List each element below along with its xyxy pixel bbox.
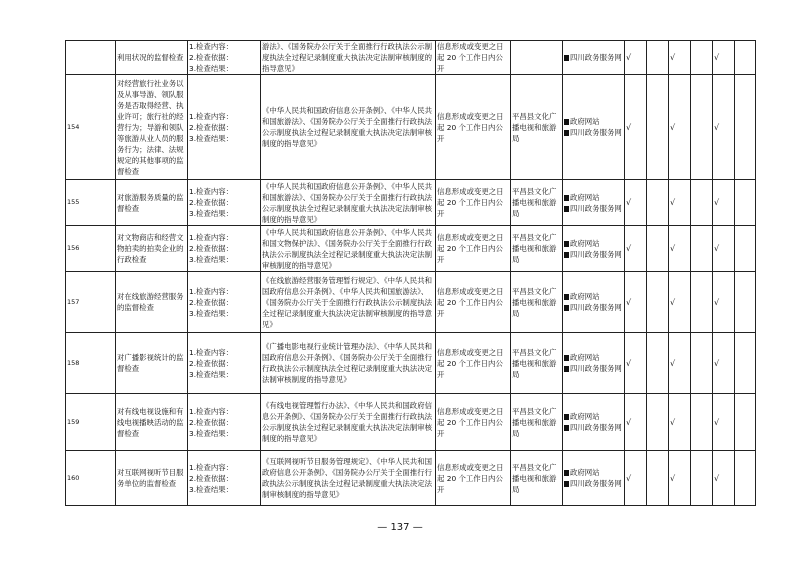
content-cell: 1.检查内容： 2.检查依据： 3.检查结果： <box>188 394 261 451</box>
channel-cell: 政府网站 四川政务服务网 <box>563 451 625 506</box>
basis-cell: 《广播电影电视行业统计管理办法》、《中华人民共和国政府信息公开条例》、《国务院办公厅关于全面推行行政执法公示制度执法全过程记录制度重大执法决定法制审核制度的指导意见》 <box>261 333 436 394</box>
row-id-cell: 155 <box>66 180 116 226</box>
check-cell <box>647 451 669 506</box>
channel-cell: 政府网站 四川政务服务网 <box>563 394 625 451</box>
disclosure-table <box>65 40 756 506</box>
check-cell: √ <box>713 272 735 333</box>
subject-cell: 平昌县文化广播电视和旅游局 <box>511 333 563 394</box>
subject-cell: 平昌县文化广播电视和旅游局 <box>511 226 563 272</box>
check-cell <box>691 333 713 394</box>
item-cell: 对广播影视统计的监督检查 <box>116 333 188 394</box>
row-id-cell: 159 <box>66 394 116 451</box>
row-id-cell: 154 <box>66 75 116 180</box>
check-cell: √ <box>713 333 735 394</box>
time-cell: 信息形成或变更之日起 20 个工作日内公开 <box>436 41 511 75</box>
row-id-cell: 158 <box>66 333 116 394</box>
channel-cell: 四川政务服务网 <box>563 41 625 75</box>
row-id-cell: 157 <box>66 272 116 333</box>
table-row <box>66 272 756 333</box>
time-cell: 信息形成或变更之日起 20 个工作日内公开 <box>436 226 511 272</box>
time-cell: 信息形成或变更之日起 20 个工作日内公开 <box>436 394 511 451</box>
basis-cell: 《在线旅游经营服务管理暂行规定》、《中华人民共和国政府信息公开条例》、《中华人民共和国旅游法》、《国务院办公厅关于全面推行行政执法公示制度执法全过程记录制度重大执法决定法制审核制度的指导意见》 <box>261 272 436 333</box>
square-bullet-icon <box>564 130 569 136</box>
row-id-cell: 156 <box>66 226 116 272</box>
table-row <box>66 451 756 506</box>
basis-cell: 《互联网视听节目服务管理规定》、《中华人民共和国政府信息公开条例》、《国务院办公厅关于全面推行行政执法公示制度执法全过程记录制度重大执法决定法制审核制度的指导意见》 <box>261 451 436 506</box>
check-cell <box>735 180 756 226</box>
content-cell: 1.检查内容： 2.检查依据： 3.检查结果： <box>188 75 261 180</box>
channel-cell: 政府网站 四川政务服务网 <box>563 272 625 333</box>
channel-cell: 政府网站 四川政务服务网 <box>563 226 625 272</box>
square-bullet-icon <box>564 366 569 372</box>
check-cell <box>691 75 713 180</box>
check-cell <box>691 226 713 272</box>
table-row <box>66 333 756 394</box>
content-cell: 1.检查内容： 2.检查依据： 3.检查结果： <box>188 226 261 272</box>
table-row <box>66 180 756 226</box>
check-cell: √ <box>669 75 691 180</box>
check-cell <box>647 41 669 75</box>
square-bullet-icon <box>564 241 569 247</box>
channel-cell: 政府网站 四川政务服务网 <box>563 333 625 394</box>
content-cell: 1.检查内容： 2.检查依据： 3.检查结果： <box>188 180 261 226</box>
check-cell <box>647 75 669 180</box>
check-cell <box>647 272 669 333</box>
square-bullet-icon <box>564 425 569 431</box>
basis-cell: 《有线电视管理暂行办法》、《中华人民共和国政府信息公开条例》、《国务院办公厅关于全面推行行政执法公示制度执法全过程记录制度重大执法决定法制审核制度的指导意见》 <box>261 394 436 451</box>
subject-cell: 平昌县文化广播电视和旅游局 <box>511 272 563 333</box>
check-cell: √ <box>625 180 647 226</box>
square-bullet-icon <box>564 355 569 361</box>
square-bullet-icon <box>564 414 569 420</box>
subject-cell: 平昌县文化广播电视和旅游局 <box>511 394 563 451</box>
square-bullet-icon <box>564 206 569 212</box>
check-cell: √ <box>669 41 691 75</box>
check-cell: √ <box>669 394 691 451</box>
check-cell: √ <box>625 226 647 272</box>
check-cell: √ <box>625 75 647 180</box>
channel-cell: 政府网站 四川政务服务网 <box>563 75 625 180</box>
table-row <box>66 75 756 180</box>
table-row <box>66 226 756 272</box>
basis-cell: 游法》、《国务院办公厅关于全面推行行政执法公示制度执法全过程记录制度重大执法决定法制审核制度的指导意见》 <box>261 41 436 75</box>
square-bullet-icon <box>564 55 569 61</box>
time-cell: 信息形成或变更之日起 20 个工作日内公开 <box>436 272 511 333</box>
check-cell: √ <box>669 180 691 226</box>
basis-cell: 《中华人民共和国政府信息公开条例》、《中华人民共和国文物保护法》、《国务院办公厅关于全面推行行政执法公示制度执法全过程记录制度重大执法决定法制审核制度的指导意见》 <box>261 226 436 272</box>
content-cell: 1.检查内容： 2.检查依据： 3.检查结果： <box>188 41 261 75</box>
check-cell <box>691 394 713 451</box>
check-cell <box>735 226 756 272</box>
time-cell: 信息形成或变更之日起 20 个工作日内公开 <box>436 451 511 506</box>
square-bullet-icon <box>564 294 569 300</box>
check-cell: √ <box>625 451 647 506</box>
square-bullet-icon <box>564 195 569 201</box>
table-row <box>66 394 756 451</box>
time-cell: 信息形成或变更之日起 20 个工作日内公开 <box>436 75 511 180</box>
square-bullet-icon <box>564 481 569 487</box>
item-cell: 对有线电视设施和有线电视播映活动的监督检查 <box>116 394 188 451</box>
check-cell: √ <box>625 333 647 394</box>
check-cell <box>691 451 713 506</box>
check-cell <box>735 272 756 333</box>
check-cell: √ <box>713 451 735 506</box>
check-cell: √ <box>625 394 647 451</box>
check-cell: √ <box>713 226 735 272</box>
item-cell: 对旅游服务质量的监督检查 <box>116 180 188 226</box>
row-id-cell: 160 <box>66 451 116 506</box>
check-cell <box>735 451 756 506</box>
time-cell: 信息形成或变更之日起 20 个工作日内公开 <box>436 180 511 226</box>
square-bullet-icon <box>564 252 569 258</box>
check-cell <box>691 272 713 333</box>
content-cell: 1.检查内容： 2.检查依据： 3.检查结果： <box>188 333 261 394</box>
subject-cell: 平昌县文化广播电视和旅游局 <box>511 75 563 180</box>
table-row <box>66 41 756 75</box>
check-cell: √ <box>669 333 691 394</box>
item-cell: 对文物商店和经营文物拍卖的拍卖企业的行政检查 <box>116 226 188 272</box>
content-cell: 1.检查内容： 2.检查依据： 3.检查结果： <box>188 451 261 506</box>
check-cell <box>647 333 669 394</box>
item-cell: 对互联网视听节目服务单位的监督检查 <box>116 451 188 506</box>
content-cell: 1.检查内容： 2.检查依据： 3.检查结果： <box>188 272 261 333</box>
check-cell: √ <box>669 226 691 272</box>
time-cell: 信息形成或变更之日起 20 个工作日内公开 <box>436 333 511 394</box>
square-bullet-icon <box>564 305 569 311</box>
check-cell: √ <box>625 41 647 75</box>
row-id-cell <box>66 41 116 75</box>
check-cell: √ <box>625 272 647 333</box>
check-cell: √ <box>713 394 735 451</box>
check-cell <box>647 180 669 226</box>
channel-cell: 政府网站 四川政务服务网 <box>563 180 625 226</box>
check-cell: √ <box>669 272 691 333</box>
check-cell <box>647 394 669 451</box>
check-cell <box>735 333 756 394</box>
check-cell: √ <box>713 75 735 180</box>
square-bullet-icon <box>564 119 569 125</box>
check-cell <box>691 180 713 226</box>
basis-cell: 《中华人民共和国政府信息公开条例》、《中华人民共和国旅游法》、《国务院办公厅关于全面推行行政执法公示制度执法全过程记录制度重大执法决定法制审核制度的指导意见》 <box>261 180 436 226</box>
check-cell: √ <box>713 180 735 226</box>
square-bullet-icon <box>564 470 569 476</box>
check-cell: √ <box>713 41 735 75</box>
basis-cell: 《中华人民共和国政府信息公开条例》、《中华人民共和国旅游法》、《国务院办公厅关于全面推行行政执法公示制度执法全过程记录制度重大执法决定法制审核制度的指导意见》 <box>261 75 436 180</box>
item-cell: 对经营旅行社业务以及从事导游、领队服务是否取得经营、执业许可；旅行社的经营行为；导游和领队等旅游从业人员的服务行为；法律、法规规定的其他事项的监督检查 <box>116 75 188 180</box>
item-cell: 对在线旅游经营服务的监督检查 <box>116 272 188 333</box>
subject-cell: 平昌县文化广播电视和旅游局 <box>511 451 563 506</box>
check-cell: √ <box>669 451 691 506</box>
subject-cell <box>511 41 563 75</box>
check-cell <box>647 226 669 272</box>
subject-cell: 平昌县文化广播电视和旅游局 <box>511 180 563 226</box>
check-cell <box>735 394 756 451</box>
check-cell <box>735 75 756 180</box>
item-cell: 利用状况的监督检查 <box>116 41 188 75</box>
check-cell <box>735 41 756 75</box>
page-number: — 137 — <box>377 522 423 533</box>
check-cell <box>691 41 713 75</box>
